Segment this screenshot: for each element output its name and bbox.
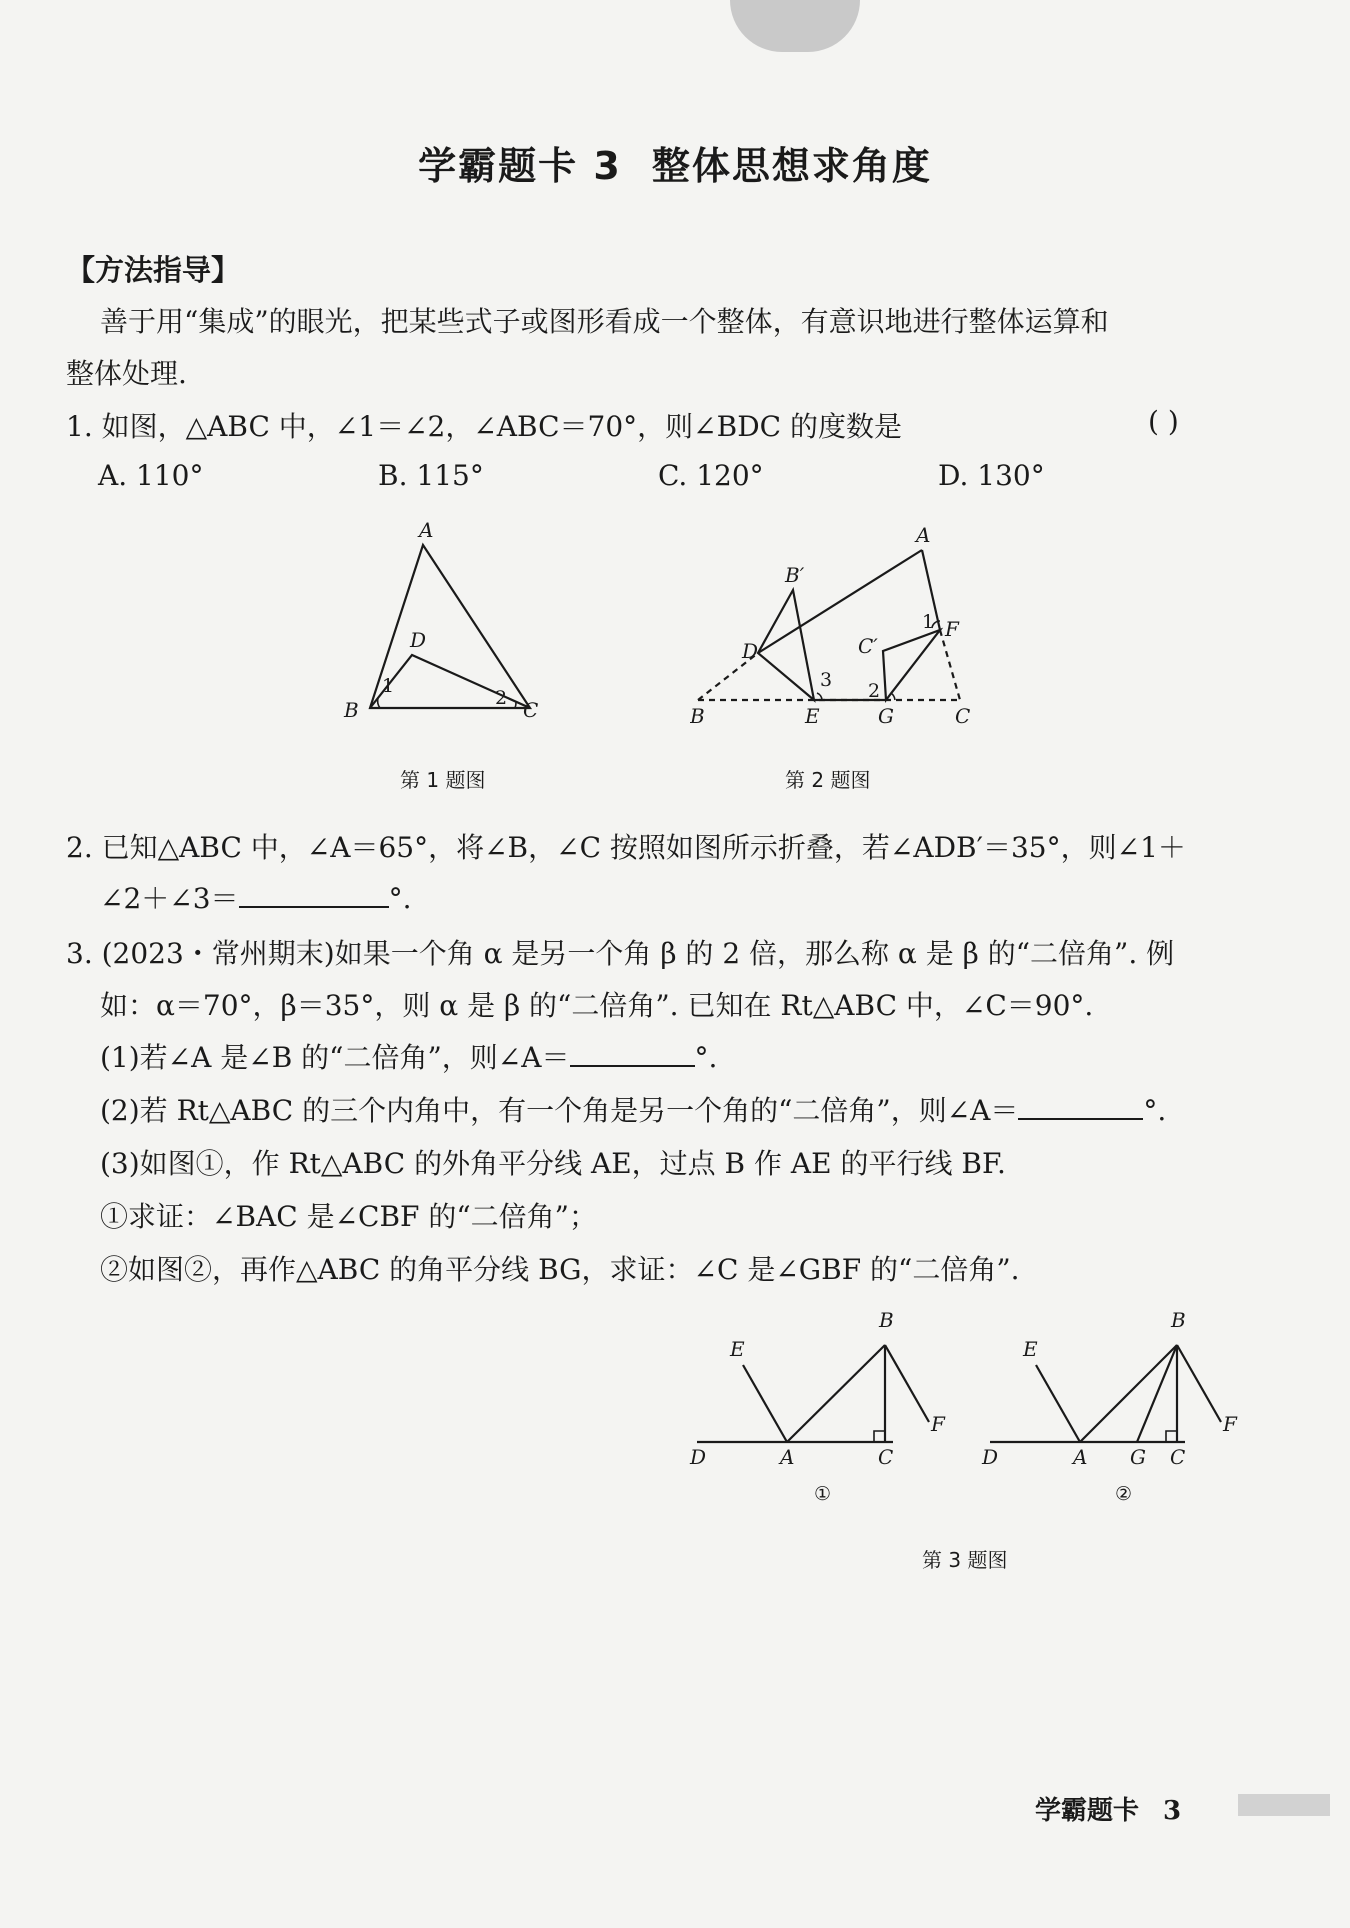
q2-label-c: C xyxy=(955,704,971,728)
q2-folded-triangle-b xyxy=(758,590,814,700)
q3-line-1: 3. (2023・常州期末)如果一个角 α 是另一个角 β 的 2 倍，那么称 α 是 β 的“二倍角”. 例 xyxy=(66,937,1175,970)
q2-answer-blank[interactable] xyxy=(239,882,389,908)
q3-fig2-label-f: F xyxy=(1223,1412,1237,1436)
q2-label-d: D xyxy=(742,639,759,663)
q3-fig2-label-a: A xyxy=(1073,1445,1088,1469)
q2-label-cprime: C′ xyxy=(858,634,878,658)
q2-line-2-suffix: °. xyxy=(388,882,412,915)
title-topic: 整体思想求角度 xyxy=(651,144,932,188)
q1-label-b: B xyxy=(344,698,359,722)
q3-fig2-line-bg xyxy=(1137,1345,1177,1442)
method-line-2: 整体处理. xyxy=(66,357,187,390)
q3-fig1-line-ae xyxy=(743,1365,787,1442)
q1-option-c: C. 120° xyxy=(658,459,764,492)
q2-figure-caption: 第 2 题图 xyxy=(785,768,871,792)
q3-part-1-suffix: °. xyxy=(694,1041,718,1074)
q1-angle-2: 2 xyxy=(495,687,508,709)
method-line-1: 善于用“集成”的眼光，把某些式子或图形看成一个整体，有意识地进行整体运算和 xyxy=(100,305,1109,338)
q3-fig1-label-f: F xyxy=(931,1412,945,1436)
q3-part-2-suffix: °. xyxy=(1143,1094,1167,1127)
q3-part-1-prefix: (1)若∠A 是∠B 的“二倍角”，则∠A＝ xyxy=(100,1041,570,1074)
figure-q1 xyxy=(330,510,570,730)
q1-stem: 1. 如图，△ABC 中，∠1＝∠2，∠ABC＝70°，则∠BDC 的度数是 xyxy=(66,410,902,443)
q3-fig2-line-bf xyxy=(1177,1345,1221,1422)
q2-angle-3: 3 xyxy=(820,669,833,691)
q2-label-g: G xyxy=(878,704,894,728)
q3-figure-caption: 第 3 题图 xyxy=(922,1548,1008,1572)
q1-label-a: A xyxy=(419,518,434,542)
figure-q3 xyxy=(680,1300,1260,1510)
figure-q2 xyxy=(690,510,990,730)
q1-option-a: A. 110° xyxy=(98,459,204,492)
page-footer xyxy=(1035,1790,1181,1827)
method-heading: 【方法指导】 xyxy=(66,253,241,287)
q2-line-1: 2. 已知△ABC 中，∠A＝65°，将∠B，∠C 按照如图所示折叠，若∠ADB′＝35°，则∠1＋ xyxy=(66,831,1186,864)
q1-label-d: D xyxy=(410,628,427,652)
q2-label-f: F xyxy=(945,617,959,641)
q3-fig1-label-d: D xyxy=(690,1445,707,1469)
q2-label-b: B xyxy=(690,704,705,728)
q3-fig2-line-ae xyxy=(1036,1365,1080,1442)
q3-line-2: 如：α＝70°，β＝35°，则 α 是 β 的“二倍角”. 已知在 Rt△ABC 中，∠C＝90°. xyxy=(100,989,1094,1022)
q3-fig1-line-bf xyxy=(885,1345,929,1422)
q1-answer-paren: ( ) xyxy=(1148,405,1179,438)
q2-angle-2: 2 xyxy=(868,680,881,702)
q3-fig2-line-ab xyxy=(1080,1345,1177,1442)
q3-sub-1: ①求证：∠BAC 是∠CBF 的“二倍角”； xyxy=(100,1200,598,1233)
title-label: 学霸题卡 3 xyxy=(418,144,622,188)
q2-folded-triangle-c xyxy=(883,630,940,700)
q2-angle-1: 1 xyxy=(922,611,935,633)
q3-fig2-label-b: B xyxy=(1171,1308,1186,1332)
q3-fig2-label-g: G xyxy=(1130,1445,1146,1469)
q3-fig2-label-d: D xyxy=(982,1445,999,1469)
q2-label-bprime: B′ xyxy=(785,563,805,587)
q3-part-2-prefix: (2)若 Rt△ABC 的三个内角中，有一个角是另一个角的“二倍角”，则∠A＝ xyxy=(100,1094,1019,1127)
q3-fig1-label-a: A xyxy=(780,1445,795,1469)
q3-fig1-number: ① xyxy=(814,1483,832,1505)
q3-sub-2: ②如图②，再作△ABC 的角平分线 BG，求证：∠C 是∠GBF 的“二倍角”. xyxy=(100,1253,1020,1286)
top-tab-decoration xyxy=(730,0,860,52)
page-number: 3 xyxy=(1163,1796,1182,1826)
q3-part-2 xyxy=(100,1089,1166,1129)
page-title xyxy=(0,135,1350,190)
q3-part-1-blank[interactable] xyxy=(570,1041,695,1067)
q1-option-d: D. 130° xyxy=(938,459,1045,492)
q3-fig2-label-e: E xyxy=(1023,1337,1038,1361)
q3-fig1-label-c: C xyxy=(878,1445,894,1469)
q2-label-a: A xyxy=(916,523,931,547)
q3-fig1-label-e: E xyxy=(730,1337,745,1361)
q3-part-1 xyxy=(100,1036,717,1076)
q2-label-e: E xyxy=(805,704,820,728)
q1-option-b: B. 115° xyxy=(378,459,484,492)
q1-label-c: C xyxy=(523,698,539,722)
q3-fig1-line-ab xyxy=(787,1345,885,1442)
q2-side-da xyxy=(758,550,922,653)
footer-bar-decoration xyxy=(1238,1794,1330,1816)
q3-part-3: (3)如图①，作 Rt△ABC 的外角平分线 AE，过点 B 作 AE 的平行线 BF. xyxy=(100,1147,1006,1180)
q3-fig1-label-b: B xyxy=(879,1308,894,1332)
q3-part-2-blank[interactable] xyxy=(1018,1094,1143,1120)
footer-label: 学霸题卡 xyxy=(1035,1796,1140,1826)
q2-line-2-prefix: ∠2＋∠3＝ xyxy=(100,882,239,915)
q3-fig2-number: ② xyxy=(1115,1483,1133,1505)
q3-fig2-label-c: C xyxy=(1170,1445,1186,1469)
q1-angle-1: 1 xyxy=(382,675,395,697)
q2-line-2 xyxy=(100,877,411,917)
q1-figure-caption: 第 1 题图 xyxy=(400,768,486,792)
